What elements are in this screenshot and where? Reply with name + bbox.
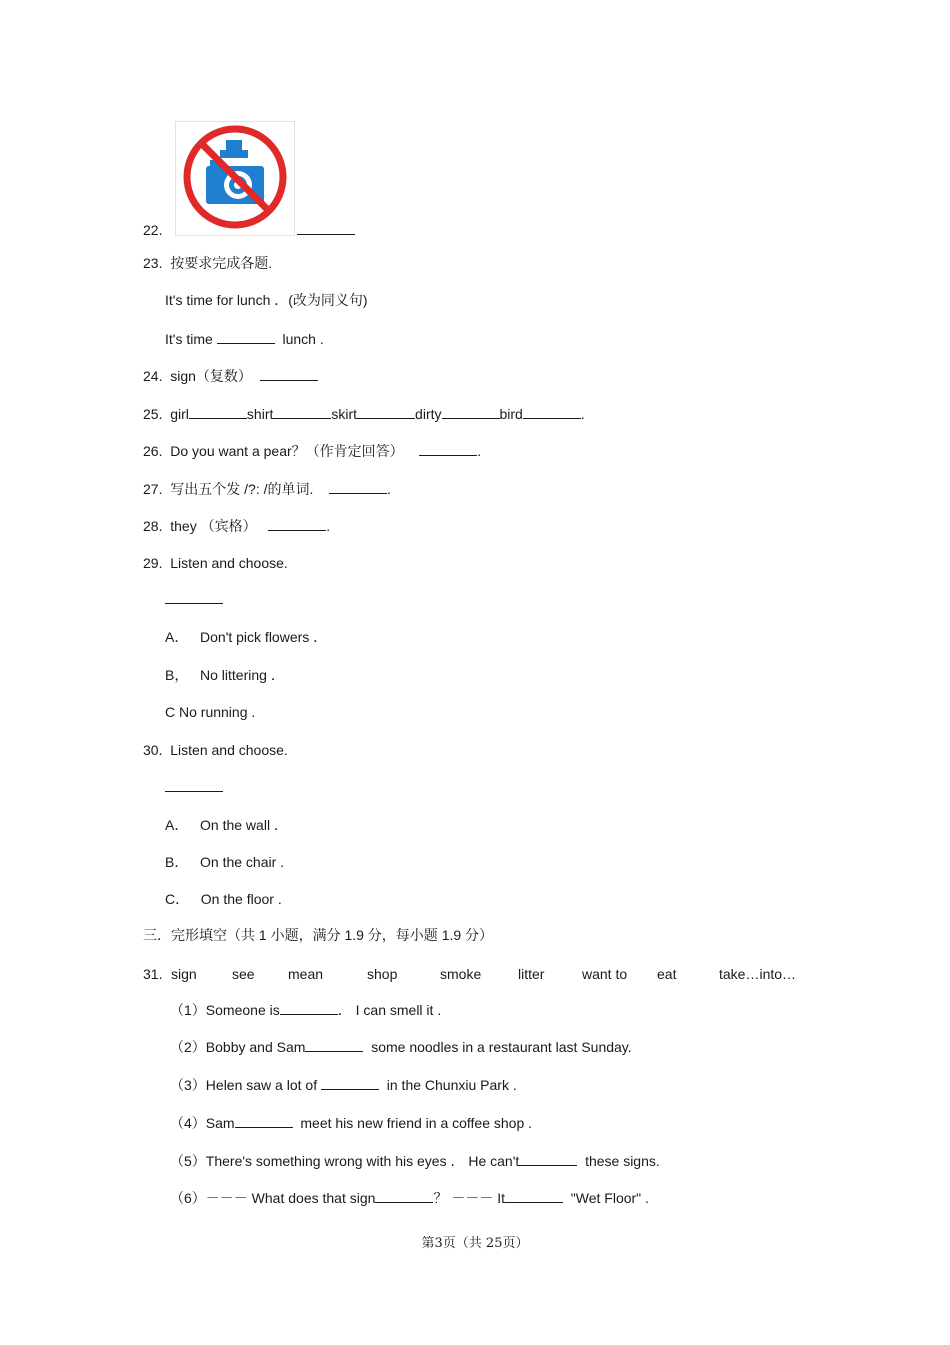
answer-blank[interactable]: [519, 1151, 577, 1166]
question-number: 25.: [143, 406, 163, 422]
word-bank-item: shop: [367, 966, 398, 982]
item-text: ． I can smell it .: [337, 1002, 442, 1018]
answer-blank[interactable]: [321, 1075, 379, 1090]
word-bank-item: take…into…: [719, 966, 797, 982]
no-photography-sign-image: [175, 121, 295, 236]
question-text: they （宾格）: [170, 518, 257, 534]
word: shirt: [246, 406, 274, 422]
item-text: ？ －－－ It: [433, 1190, 505, 1206]
item-label: （6）: [170, 1190, 206, 1206]
question-number: 27.: [143, 481, 163, 497]
item-text: in the Chunxiu Park .: [386, 1077, 517, 1093]
word-bank-item: sign: [171, 966, 197, 982]
q31-item-1: [170, 1000, 441, 1019]
answer-blank[interactable]: [280, 1000, 338, 1015]
q26: [143, 441, 481, 460]
answer-blank[interactable]: [442, 404, 500, 419]
punctuation: .: [326, 518, 331, 534]
q31-item-6: [170, 1188, 649, 1207]
word: dirty: [415, 406, 442, 422]
word-bank-item: see: [232, 966, 255, 982]
answer-blank[interactable]: [305, 1037, 363, 1052]
item-text: Bobby and Sam: [205, 1039, 306, 1055]
question-number: 31.: [143, 966, 163, 982]
q29-option-c[interactable]: [165, 703, 255, 721]
q22: [143, 220, 355, 239]
option-label: C．: [165, 891, 190, 907]
answer-blank[interactable]: [375, 1188, 433, 1203]
answer-blank[interactable]: [523, 404, 581, 419]
option-text: On the wall ．: [200, 817, 288, 833]
answer-blank[interactable]: [505, 1188, 563, 1203]
question-number: 22.: [143, 222, 163, 238]
item-text: meet his new friend in a coffee shop .: [300, 1115, 533, 1131]
question-text: Do you want a pear？（作肯定回答）: [170, 443, 404, 459]
question-text: lunch .: [282, 331, 324, 347]
question-text: It's time for lunch ．(改为同义句): [165, 292, 368, 308]
answer-blank[interactable]: [273, 404, 331, 419]
q29-answer: [165, 589, 223, 608]
item-text: some noodles in a restaurant last Sunday.: [371, 1039, 632, 1055]
word-bank-item: litter: [518, 966, 545, 982]
item-text: these signs.: [585, 1153, 660, 1169]
question-text: It's time: [165, 331, 213, 347]
q30-option-c[interactable]: [165, 890, 282, 908]
question-number: 23.: [143, 255, 163, 271]
q31-item-2: [170, 1037, 632, 1056]
item-text: Sam: [205, 1115, 235, 1131]
q23-sentence: [165, 291, 368, 309]
answer-blank[interactable]: [419, 441, 477, 456]
q30-option-a[interactable]: [165, 816, 288, 834]
item-label: （3）: [170, 1077, 206, 1093]
word-bank-item: eat: [657, 966, 677, 982]
page-number: 第3页（共 25页）: [421, 1236, 529, 1251]
answer-blank[interactable]: [268, 516, 326, 531]
option-label: B．: [165, 854, 189, 870]
item-label: （1）: [170, 1002, 206, 1018]
q23-title: [143, 254, 272, 272]
item-label: （2）: [170, 1039, 206, 1055]
item-text: "Wet Floor" .: [570, 1190, 649, 1206]
q24: [143, 366, 318, 385]
answer-blank[interactable]: [165, 589, 223, 604]
answer-blank[interactable]: [235, 1113, 293, 1128]
word-bank-item: want to: [582, 966, 628, 982]
question-text: 写出五个发 /?: /的单词.: [170, 481, 314, 497]
option-text: No littering ．: [200, 667, 285, 683]
q30: [143, 741, 288, 759]
option-text: Don't pick flowers ．: [200, 629, 328, 645]
answer-blank[interactable]: [189, 404, 247, 419]
question-text: Listen and choose.: [170, 742, 288, 758]
option-label: B，: [165, 667, 189, 683]
q29-option-a[interactable]: [165, 628, 327, 646]
answer-blank[interactable]: [165, 777, 223, 792]
word: skirt: [331, 406, 358, 422]
punctuation: .: [386, 481, 391, 497]
item-text: Someone is: [205, 1002, 280, 1018]
word: bird: [499, 406, 523, 422]
q25: [143, 404, 585, 423]
question-number: 30.: [143, 742, 163, 758]
q30-option-b[interactable]: [165, 853, 284, 871]
q28: [143, 516, 330, 535]
punctuation: .: [580, 406, 585, 422]
word: girl: [170, 406, 189, 422]
page-footer: [0, 1232, 950, 1251]
answer-blank[interactable]: [260, 366, 318, 381]
q31-word-bank: [143, 965, 823, 983]
word-bank-item: smoke: [440, 966, 482, 982]
no-camera-icon: [176, 122, 294, 235]
item-text: Helen saw a lot of: [205, 1077, 318, 1093]
answer-blank[interactable]: [329, 479, 387, 494]
question-number: 28.: [143, 518, 163, 534]
item-label: （4）: [170, 1115, 206, 1131]
option-label: A．: [165, 629, 189, 645]
q31-item-3: [170, 1075, 517, 1094]
question-text: Listen and choose.: [170, 555, 288, 571]
section-heading: [143, 926, 493, 944]
question-number: 24.: [143, 368, 163, 384]
answer-blank[interactable]: [297, 220, 355, 235]
punctuation: .: [477, 443, 482, 459]
item-text: －－－ What does that sign: [205, 1190, 376, 1206]
q30-answer: [165, 777, 223, 796]
answer-blank[interactable]: [357, 404, 415, 419]
option-text: On the chair .: [200, 854, 285, 870]
question-number: 29.: [143, 555, 163, 571]
question-number: 26.: [143, 443, 163, 459]
q31-item-4: [170, 1113, 532, 1132]
option-label: A．: [165, 817, 189, 833]
question-text: sign（复数）: [170, 368, 252, 384]
question-text: 按要求完成各题.: [170, 255, 273, 271]
q29-option-b[interactable]: [165, 666, 285, 684]
item-label: （5）: [170, 1153, 206, 1169]
q23-rewrite: [165, 329, 324, 348]
q29: [143, 554, 288, 572]
option-text: On the floor .: [200, 891, 282, 907]
word-bank-item: mean: [288, 966, 324, 982]
answer-blank[interactable]: [217, 329, 275, 344]
item-text: There's something wrong with his eyes ． He can't: [205, 1153, 520, 1169]
section-title: 三．完形填空（共 1 小题，满分 1.9 分，每小题 1.9 分）: [143, 927, 494, 943]
q31-item-5: [170, 1151, 660, 1170]
q27: [143, 479, 391, 498]
option-text: C No running .: [165, 704, 256, 720]
